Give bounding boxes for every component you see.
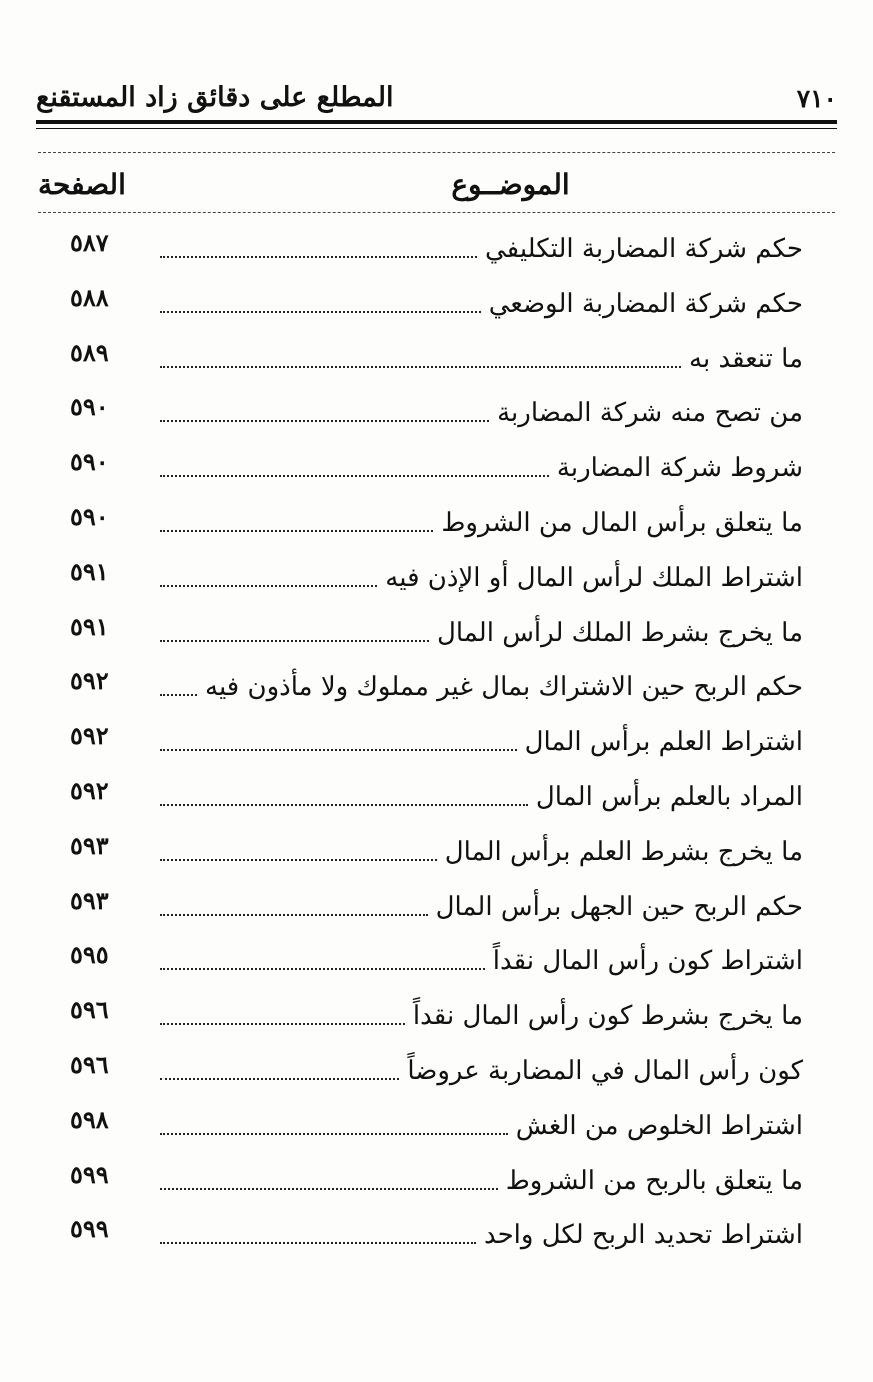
toc-entry-line bbox=[160, 1103, 803, 1143]
toc-entry-page: ٥٨٩ bbox=[70, 337, 109, 367]
dashed-divider-top bbox=[38, 152, 835, 153]
toc-entry-line bbox=[160, 664, 803, 704]
toc-entry-line bbox=[160, 555, 803, 595]
toc-entry bbox=[40, 547, 803, 602]
toc-entry-page: ٥٩٠ bbox=[70, 447, 109, 477]
dot-leader bbox=[160, 1242, 476, 1244]
toc-entry bbox=[40, 766, 803, 821]
toc-entry-title: كون رأس المال في المضاربة عروضاً bbox=[407, 1055, 803, 1086]
toc-entry-line bbox=[160, 336, 803, 376]
toc-entry-title: حكم الربح حين الاشتراك بمال غير مملوك ولا مأذون فيه bbox=[205, 672, 803, 703]
toc-entry-title: من تصح منه شركة المضاربة bbox=[497, 398, 803, 429]
dashed-divider-heading bbox=[38, 212, 835, 213]
toc-entry-line bbox=[160, 884, 803, 924]
dot-leader bbox=[160, 1023, 405, 1025]
toc-entry-title: اشتراط الملك لرأس المال أو الإذن فيه bbox=[385, 562, 803, 593]
toc-entry bbox=[40, 985, 803, 1040]
toc-entry-page: ٥٩٩ bbox=[70, 1159, 109, 1189]
toc-entry-line bbox=[160, 993, 803, 1033]
toc-entry bbox=[40, 382, 803, 437]
toc-entry bbox=[40, 1150, 803, 1205]
toc-entry-title: ما يخرج بشرط العلم برأس المال bbox=[444, 836, 803, 867]
dot-leader bbox=[160, 256, 477, 258]
toc-entry-title: اشتراط العلم برأس المال bbox=[524, 727, 803, 758]
toc-entry bbox=[40, 602, 803, 657]
toc-entry-line bbox=[160, 390, 803, 430]
toc-entry bbox=[40, 1204, 803, 1259]
toc-entry-title: اشتراط تحديد الربح لكل واحد bbox=[483, 1220, 803, 1251]
dot-leader bbox=[160, 694, 197, 696]
toc-entry-page: ٥٩٠ bbox=[70, 392, 109, 422]
page-number: ٧١٠ bbox=[796, 84, 837, 113]
toc-entry-line bbox=[160, 445, 803, 485]
toc-entry-title: حكم الربح حين الجهل برأس المال bbox=[435, 891, 803, 922]
toc-entry-page: ٥٩١ bbox=[70, 556, 109, 586]
toc-entry-page: ٥٩١ bbox=[70, 611, 109, 641]
dot-leader bbox=[160, 914, 428, 916]
toc-entry-page: ٥٩٦ bbox=[70, 1049, 109, 1079]
toc-entry-title: ما يتعلق بالربح من الشروط bbox=[505, 1165, 803, 1196]
running-title: المطلع على دقائق زاد المستقنع bbox=[36, 82, 394, 113]
toc-entry-page: ٥٨٨ bbox=[70, 282, 109, 312]
running-header bbox=[36, 82, 837, 122]
toc-entry-line bbox=[160, 1048, 803, 1088]
toc-entry-line bbox=[160, 281, 803, 321]
dot-leader bbox=[160, 366, 681, 368]
header-rule-thick bbox=[36, 120, 837, 124]
dot-leader bbox=[160, 640, 429, 642]
dot-leader bbox=[160, 585, 377, 587]
dot-leader bbox=[160, 475, 549, 477]
toc-entry bbox=[40, 273, 803, 328]
toc-entry bbox=[40, 876, 803, 931]
toc-entry bbox=[40, 1040, 803, 1095]
toc-entry-page: ٥٩٩ bbox=[70, 1214, 109, 1244]
toc-entry-title: اشتراط الخلوص من الغش bbox=[515, 1110, 803, 1141]
dot-leader bbox=[160, 420, 489, 422]
toc-entry-title: حكم شركة المضاربة التكليفي bbox=[485, 234, 803, 264]
topic-column-heading: الموضــوع bbox=[451, 168, 570, 201]
toc-entry-title: ما يخرج بشرط الملك لرأس المال bbox=[436, 617, 803, 648]
toc-entry bbox=[40, 492, 803, 547]
toc-entry-line bbox=[160, 610, 803, 650]
toc-entry-line bbox=[160, 226, 803, 266]
dot-leader bbox=[160, 1133, 508, 1135]
toc-entry-page: ٥٩٢ bbox=[70, 721, 109, 751]
toc-entry-page: ٥٩٨ bbox=[70, 1104, 109, 1134]
dot-leader bbox=[160, 530, 433, 532]
dot-leader bbox=[160, 749, 517, 751]
toc-entry-title: ما تنعقد به bbox=[689, 343, 803, 374]
toc-entry-line bbox=[160, 829, 803, 869]
toc-entry-page: ٥٩٢ bbox=[70, 666, 109, 696]
dot-leader bbox=[160, 1078, 399, 1080]
header-rule-thin bbox=[36, 128, 837, 129]
toc-entry bbox=[40, 821, 803, 876]
toc-entry-page: ٥٩٣ bbox=[70, 885, 109, 915]
toc-entry bbox=[40, 711, 803, 766]
toc-entry-page: ٥٩٥ bbox=[70, 940, 109, 970]
toc-entry-title: المراد بالعلم برأس المال bbox=[535, 781, 803, 812]
toc-entry-line bbox=[160, 1158, 803, 1198]
toc-entry bbox=[40, 656, 803, 711]
toc-entry-title: شروط شركة المضاربة bbox=[556, 453, 803, 484]
dot-leader bbox=[160, 1188, 498, 1190]
toc-entry bbox=[40, 1095, 803, 1150]
toc-entry bbox=[40, 328, 803, 383]
toc-entry-line bbox=[160, 1212, 803, 1252]
dot-leader bbox=[160, 859, 437, 861]
toc-entry bbox=[40, 437, 803, 492]
toc-entry-line bbox=[160, 500, 803, 540]
toc-entry bbox=[40, 930, 803, 985]
toc-entry-page: ٥٩٦ bbox=[70, 995, 109, 1025]
toc-entry-title: حكم شركة المضاربة الوضعي bbox=[488, 288, 803, 319]
toc-entry-title: ما يخرج بشرط كون رأس المال نقداً bbox=[412, 1001, 803, 1032]
table-of-contents bbox=[40, 218, 803, 1259]
dot-leader bbox=[160, 968, 485, 970]
toc-entry-page: ٥٩٢ bbox=[70, 775, 109, 805]
dot-leader bbox=[160, 804, 528, 806]
toc-entry-title: اشتراط كون رأس المال نقداً bbox=[492, 946, 803, 977]
toc-entry-line bbox=[160, 938, 803, 978]
toc-entry-page: ٥٩٠ bbox=[70, 501, 109, 531]
toc-entry bbox=[40, 218, 803, 273]
dot-leader bbox=[160, 311, 481, 313]
toc-entry-line bbox=[160, 774, 803, 814]
column-headings bbox=[38, 168, 803, 210]
toc-entry-page: ٥٩٣ bbox=[70, 830, 109, 860]
toc-entry-page: ٥٨٧ bbox=[70, 228, 109, 257]
toc-entry-title: ما يتعلق برأس المال من الشروط bbox=[441, 507, 803, 538]
toc-entry-line bbox=[160, 719, 803, 759]
page-column-heading: الصفحة bbox=[38, 168, 126, 201]
